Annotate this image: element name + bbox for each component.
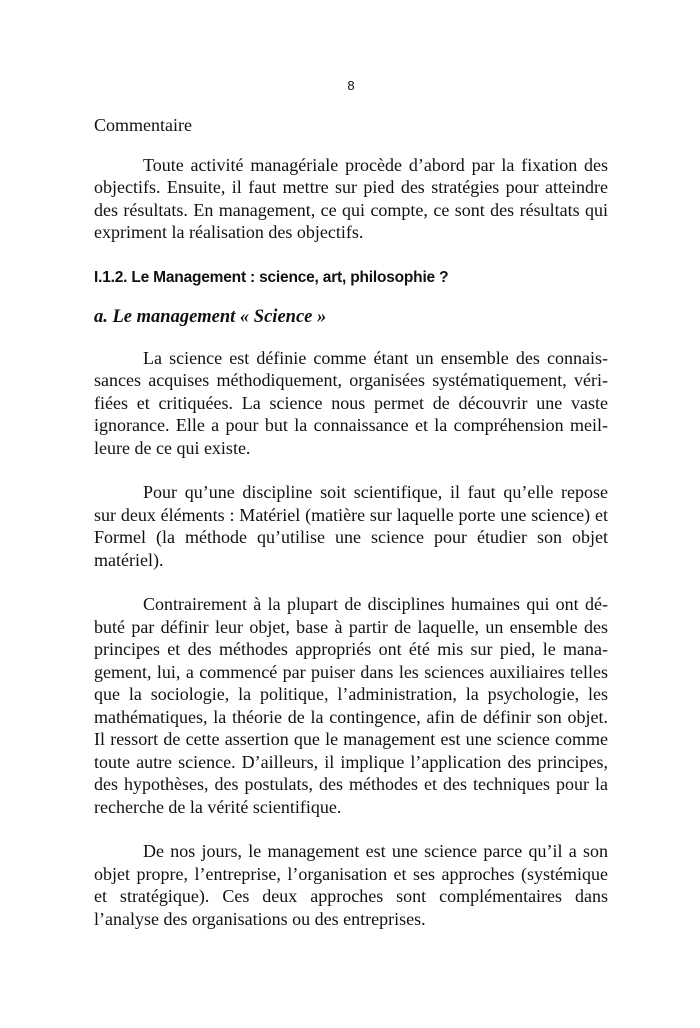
paragraph-commentaire: Toute activité managériale procède d’abord par la fixation des objectifs. Ensuite, il faut mettre sur pied des stratégies pour atteindre des résultats. En management, ce qui compte, ce sont des résultats qui expriment la réalisation des objectifs. [94,154,608,242]
page-content [94,114,608,930]
page-number: 8 [347,78,355,93]
paragraph-management-science: Contrairement à la plupart de disciplines humaines qui ont débuté par définir leur objet, base à partir de laquelle, un ensemble des principes et des méthodes appropriés ont été mis sur pied, le management, lui, a commencé par puiser dans les sciences auxiliaires telles que la sociologie, la politique, l’administration, la psychologie, les mathématiques, la théorie de la contingence, afin de définir son objet. Il ressort de cette assertion que le management est une science comme toute autre science. D’ailleurs, il implique l’application des principes, des hypothèses, des postulats, des méthodes et des techniques pour la recherche de la vérité scientifique. [94,594,608,817]
section-label-commentaire: Commentaire [94,115,192,135]
paragraph-science-definition: La science est définie comme étant un ensemble des connaissances acquises méthodiquement, organisées systématiquement, vérifiées et critiquées. La science nous permet de découvrir une vaste ignorance. Elle a pour but la connaissance et la compréhension meilleure de ce qui existe. [94,347,608,458]
paragraph-management-today: De nos jours, le management est une science parce qu’il a son objet propre, l’entreprise, l’organisation et ses approches (systémique et stratégique). Ces deux approches sont complémentaires dans l’analyse des organisations ou des entreprises. [94,841,608,929]
section-heading: I.1.2. Le Management : science, art, philosophie ? [94,268,449,286]
paragraph-discipline-elements: Pour qu’une discipline soit scientifique, il faut qu’elle repose sur deux éléments : Matériel (matière sur laquelle porte une science) et Formel (la méthode qu’utilise une science pour étudier son objet matériel). [94,482,608,570]
subsection-heading: a. Le management « Science » [94,306,327,327]
